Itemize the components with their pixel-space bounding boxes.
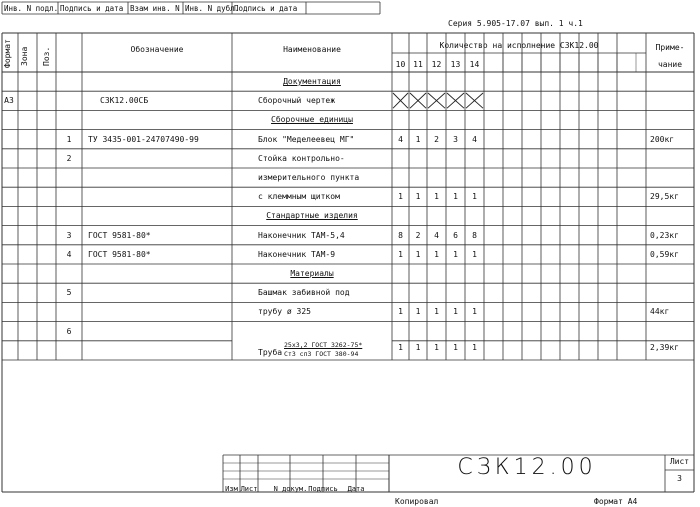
row-name: измерительного пункта (258, 173, 360, 182)
qty-cross-mark (446, 91, 465, 110)
header-zone: Зона (20, 46, 29, 66)
row-qty: 1 (415, 134, 421, 144)
row-qty: 1 (434, 192, 439, 202)
row-qty: 1 (453, 192, 458, 202)
row-position: 2 (66, 153, 72, 163)
row-name: с клеммным щитком (258, 192, 340, 202)
row-qty: 1 (415, 192, 421, 202)
row-qty: 1 (453, 307, 458, 317)
header-format: Формат (3, 39, 12, 68)
title-col-label: Изм (225, 485, 238, 493)
row-qty: 1 (434, 249, 439, 259)
row-qty: 8 (398, 230, 403, 240)
row-qty: 4 (398, 134, 403, 144)
series-label: Серия 5.905-17.07 вып. 1 ч.1 (448, 19, 583, 28)
row-qty: 1 (472, 249, 477, 259)
row-qty: 8 (472, 230, 477, 240)
row-qty: 1 (434, 342, 439, 352)
sheet-number: 3 (677, 474, 682, 483)
stamp-cell-1: Подпись и дата (60, 4, 124, 13)
row-designation: ГОСТ 9581-80* (88, 249, 151, 259)
sheet-label: Лист (669, 457, 690, 466)
header-note-2: чание (657, 60, 683, 69)
qty-cross-mark (465, 91, 484, 110)
row-designation: СЗК12.00СБ (100, 96, 149, 106)
row-qty: 1 (453, 342, 458, 352)
row-name: Наконечник ТАМ-9 (258, 249, 336, 259)
row-name: Наконечник ТАМ-5,4 (258, 230, 345, 240)
row-position: 1 (66, 134, 72, 144)
row-qty: 1 (453, 249, 458, 259)
row-qty: 1 (472, 342, 477, 352)
header-qty: Количество на исполнение СЗК12.00 (439, 41, 599, 50)
row-note: 200кг (650, 134, 675, 144)
stamp-cell-0: Инв. N подл. (4, 4, 59, 13)
title-col-label: Дата (347, 485, 365, 493)
row-qty: 1 (415, 342, 421, 352)
pipe-spec-bottom: Ст3 сп3 ГОСТ 380-94 (284, 350, 359, 358)
document-code: СЗК12.00 (457, 455, 597, 480)
stamp-cell-3: Инв. N дубл. (185, 4, 240, 13)
header-name: Наименование (283, 45, 341, 54)
footer-format: Формат А4 (594, 497, 638, 506)
row-name: Стойка контрольно- (258, 153, 345, 163)
row-designation: ТУ 3435-001-24707490-99 (88, 134, 199, 144)
title-col-label: Лист (240, 485, 258, 493)
variant-header-4: 14 (469, 60, 480, 69)
row-qty: 1 (434, 307, 439, 317)
row-qty: 3 (453, 134, 458, 144)
row-qty: 1 (472, 307, 477, 317)
row-name: Башмак забивной под (258, 288, 350, 298)
row-name: Блок "Меделеевец МГ" (258, 134, 355, 144)
stamp-cell-2: Взам инв. N (130, 4, 180, 13)
variant-header-0: 10 (395, 60, 406, 69)
stamp-cell-4: Подпись и дата (234, 4, 298, 13)
row-position: 6 (66, 326, 72, 336)
row-name: трубу ø 325 (258, 307, 311, 317)
row-qty: 1 (398, 192, 403, 202)
title-col-label: Подпись (308, 485, 338, 493)
section-heading: Материалы (290, 269, 334, 278)
row-qty: 4 (472, 134, 477, 144)
section-heading: Стандартные изделия (266, 211, 358, 221)
row-note: 29,5кг (650, 192, 679, 202)
row-qty: 1 (415, 307, 421, 317)
row-note: 0,23кг (650, 230, 679, 240)
row-qty: 1 (398, 307, 403, 317)
variant-header-2: 12 (431, 60, 442, 69)
variant-header-1: 11 (413, 60, 423, 69)
row-qty: 1 (398, 342, 403, 352)
row-qty: 4 (434, 230, 439, 240)
footer-copied: Копировал (395, 497, 439, 506)
row-format: А3 (4, 96, 14, 106)
row-note: 0,59кг (650, 249, 679, 259)
row-note: 2,39кг (650, 342, 679, 352)
row-qty: 1 (415, 249, 421, 259)
row-qty: 2 (434, 134, 439, 144)
row-note: 44кг (650, 307, 670, 317)
qty-cross-mark (392, 91, 409, 110)
row-position: 4 (66, 249, 72, 259)
row-qty: 6 (453, 230, 458, 240)
variant-header-3: 13 (450, 60, 461, 69)
qty-cross-mark (409, 91, 427, 110)
qty-cross-mark (427, 91, 446, 110)
row-position: 3 (66, 230, 72, 240)
header-note-1: Приме- (655, 43, 685, 52)
header-pos: Поз. (42, 46, 51, 66)
header-designation: Обозначение (130, 45, 184, 54)
section-heading: Сборочные единицы (271, 115, 353, 125)
title-col-label: N докум. (273, 485, 308, 493)
row-qty: 2 (415, 230, 421, 240)
pipe-spec-top: 25х3,2 ГОСТ 3262-75* (284, 341, 363, 349)
row-position: 5 (66, 288, 72, 298)
row-name: Сборочный чертеж (258, 96, 336, 106)
pipe-prefix: Труба (258, 348, 283, 357)
row-qty: 1 (398, 249, 403, 259)
row-designation: ГОСТ 9581-80* (88, 230, 151, 240)
section-heading: Документация (283, 77, 341, 86)
row-qty: 1 (472, 192, 477, 202)
